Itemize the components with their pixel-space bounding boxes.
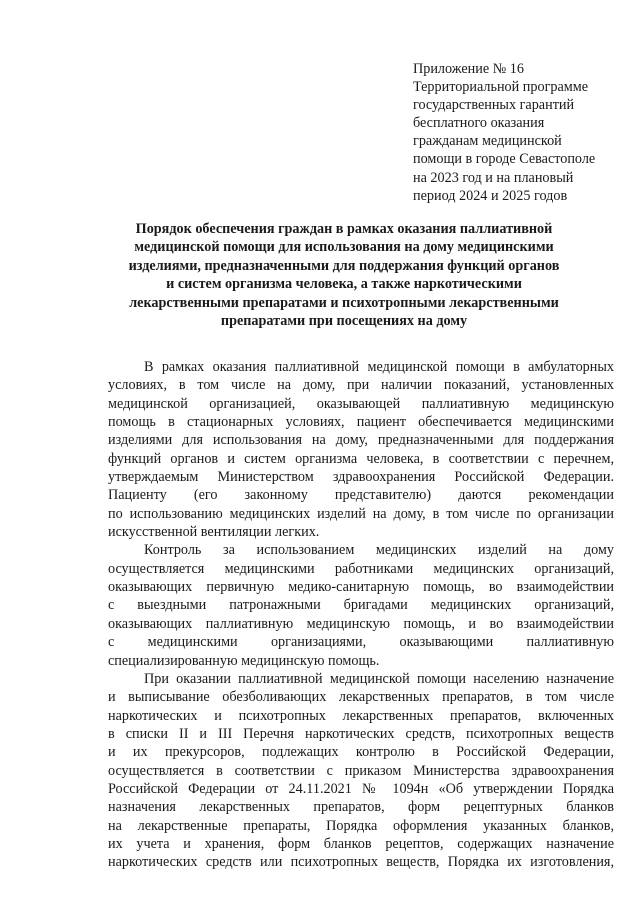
paragraph-3 — [108, 670, 614, 872]
paragraph-2 — [108, 541, 614, 669]
appendix-line: период 2024 и 2025 годов — [413, 187, 568, 204]
body-line: условиях, в том числе на дому, при наличии показаний, установленных — [108, 377, 614, 394]
document-title — [100, 220, 588, 330]
body-line: Контроль за использованием медицинских изделий на дому — [144, 542, 614, 559]
body-line: на лекарственные препараты, Порядка оформления указанных бланков, — [108, 817, 614, 834]
appendix-line: бесплатного оказания — [413, 115, 545, 132]
body-line: Российской Федерации от 24.11.2021 № 1094н «Об утверждении Порядка — [108, 780, 614, 797]
title-line: Порядок обеспечения граждан в рамках оказания паллиативной — [135, 221, 553, 237]
body-line: наркотических средств или психотропных веществ, Порядка их изготовления, — [108, 854, 614, 871]
body-line: в списки II и III Перечня наркотических средств, психотропных веществ — [108, 725, 614, 742]
body-line: утверждаемым Министерством здравоохранения Российской Федерации. — [108, 469, 614, 486]
appendix-line: государственных гарантий — [413, 97, 575, 114]
appendix-line: гражданам медицинской — [413, 133, 562, 150]
body-line: с выездными патронажными бригадами медицинских организаций, — [108, 597, 614, 614]
appendix-line: помощи в городе Севастополе — [413, 151, 596, 168]
body-line: и их прекурсоров, подлежащих контролю в Российской Федерации, — [108, 744, 614, 761]
body-line: Пациенту (его законному представителю) даются рекомендации — [108, 487, 614, 504]
body-line: искусственной вентиляции легких. — [108, 524, 320, 541]
body-line: оказывающих паллиативную медицинскую помощь, и во взаимодействии — [108, 615, 614, 632]
body-line: и выписывание обезболивающих лекарственных препаратов, в том числе — [108, 689, 614, 706]
body-line: В рамках оказания паллиативной медицинской помощи в амбулаторных — [144, 359, 614, 375]
body-line: осуществляется в соответствии с приказом Министерства здравоохранения — [108, 762, 614, 779]
appendix-line: на 2023 год и на плановый — [413, 169, 574, 186]
body-line: изделиями для использования на дому, предназначенными для поддержания — [108, 432, 614, 449]
body-line: помощь в стационарных условиях, пациент обеспечивается медицинскими — [108, 414, 614, 431]
appendix-header — [413, 60, 628, 205]
appendix-line: Приложение № 16 — [413, 61, 524, 77]
body-line: осуществляется медицинскими работниками медицинских организаций, — [108, 560, 614, 577]
body-line: При оказании паллиативной медицинской помощи населению назначение — [144, 670, 614, 687]
body-line: специализированную медицинскую помощь. — [108, 652, 380, 669]
title-line: изделиями, предназначенными для поддержания функций органов — [128, 257, 560, 274]
title-line: и систем организма человека, а также наркотическими — [166, 276, 522, 293]
body-line: функций органов и систем организма человека, в соответствии с перечнем, — [108, 450, 614, 467]
body-line: по использованию медицинских изделий на дому, в том числе по организации — [108, 505, 614, 522]
title-line: препаратами при посещениях на дому — [220, 313, 468, 330]
body-line: медицинской организацией, оказывающей паллиативную медицинскую — [108, 395, 614, 412]
body-line: с медицинскими организациями, оказывающими паллиативную — [108, 634, 614, 651]
title-line: лекарственными препаратами и психотропными лекарственными — [129, 294, 559, 311]
appendix-line: Территориальной программе — [413, 79, 589, 96]
body-line: назначения лекарственных препаратов, форм рецептурных бланков — [108, 799, 614, 816]
paragraph-1 — [108, 358, 614, 541]
body-line: оказывающих первичную медико-санитарную помощь, во взаимодействии — [108, 579, 614, 596]
document-body — [108, 358, 614, 872]
body-line: наркотических и психотропных лекарственных препаратов, включенных — [108, 707, 614, 724]
title-line: медицинской помощи для использования на дому медицинскими — [134, 239, 554, 256]
body-line: их учета и хранения, форм бланков рецептов, содержащих назначение — [108, 835, 614, 852]
